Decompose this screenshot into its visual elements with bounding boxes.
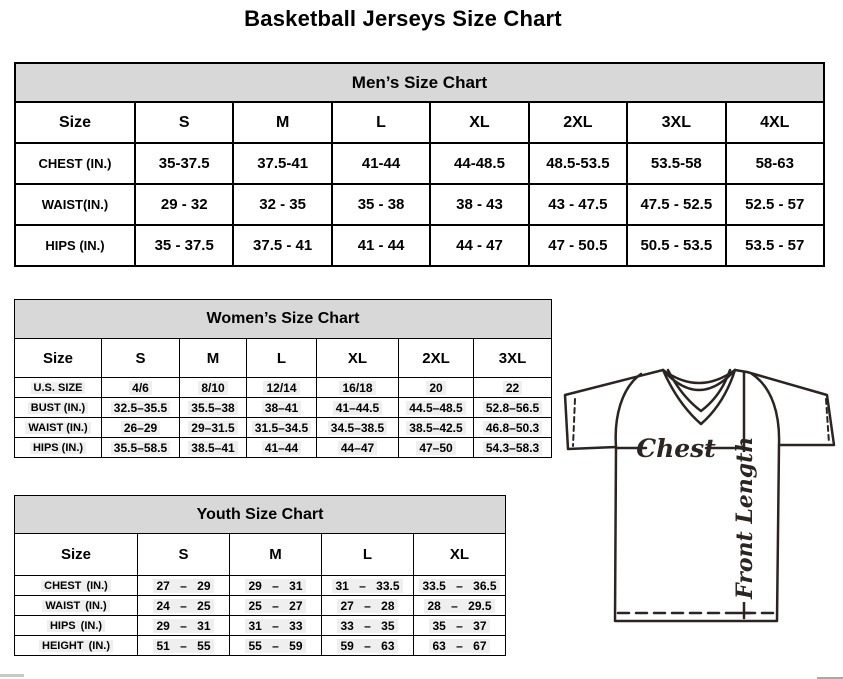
size-value-cell: 58-63 xyxy=(726,143,824,184)
table-row xyxy=(15,636,506,656)
womens-chart-title: Women’s Size Chart xyxy=(15,300,552,339)
table-row xyxy=(15,576,506,596)
scrollbar-fragment-left[interactable] xyxy=(0,674,24,677)
size-value-cell: 16/18 xyxy=(317,378,399,398)
size-value-cell: 38.5–41 xyxy=(180,438,247,458)
size-value-cell: 54.3–58.3 xyxy=(474,438,552,458)
col-header: S xyxy=(135,102,233,143)
row-label: BUST (IN.) xyxy=(15,398,102,418)
col-header: 2XL xyxy=(529,102,627,143)
size-value-cell: 63 – 67 xyxy=(414,636,506,656)
size-value-cell: 44–47 xyxy=(317,438,399,458)
size-value-cell: 31 – 33.5 xyxy=(322,576,414,596)
size-value-cell: 59 – 63 xyxy=(322,636,414,656)
size-value-cell: 50.5 - 53.5 xyxy=(627,225,725,266)
col-header: XL xyxy=(414,534,506,576)
youth-size-chart-table xyxy=(14,495,506,656)
size-value-cell: 35.5–58.5 xyxy=(102,438,180,458)
size-value-cell: 38–41 xyxy=(247,398,317,418)
col-header: 2XL xyxy=(399,339,474,378)
size-value-cell: 47.5 - 52.5 xyxy=(627,184,725,225)
size-value-cell: 28 – 29.5 xyxy=(414,596,506,616)
row-label: CHEST (IN.) xyxy=(15,143,135,184)
table-row xyxy=(15,596,506,616)
size-value-cell: 46.8–50.3 xyxy=(474,418,552,438)
col-header: Size xyxy=(15,339,102,378)
col-header: L xyxy=(332,102,430,143)
size-value-cell: 53.5 - 57 xyxy=(726,225,824,266)
col-header: L xyxy=(322,534,414,576)
col-header: M xyxy=(230,534,322,576)
size-value-cell: 41–44 xyxy=(247,438,317,458)
size-value-cell: 24 – 25 xyxy=(138,596,230,616)
size-value-cell: 27 – 29 xyxy=(138,576,230,596)
size-value-cell: 47–50 xyxy=(399,438,474,458)
table-row xyxy=(15,225,824,266)
left-cuff-dashed-line xyxy=(573,399,575,446)
front-length-label: Front Length xyxy=(732,436,758,599)
size-value-cell: 37.5-41 xyxy=(233,143,331,184)
size-value-cell: 41–44.5 xyxy=(317,398,399,418)
size-value-cell: 43 - 47.5 xyxy=(529,184,627,225)
size-value-cell: 35 - 37.5 xyxy=(135,225,233,266)
col-header: 3XL xyxy=(474,339,552,378)
mens-chart-title: Men’s Size Chart xyxy=(15,63,824,102)
table-row xyxy=(15,496,506,534)
size-value-cell: 35-37.5 xyxy=(135,143,233,184)
size-value-cell: 22 xyxy=(474,378,552,398)
size-value-cell: 4/6 xyxy=(102,378,180,398)
size-value-cell: 44-48.5 xyxy=(430,143,528,184)
size-value-cell: 44.5–48.5 xyxy=(399,398,474,418)
size-value-cell: 29 – 31 xyxy=(230,576,322,596)
size-value-cell: 34.5–38.5 xyxy=(317,418,399,438)
size-value-cell: 55 – 59 xyxy=(230,636,322,656)
size-value-cell: 32 - 35 xyxy=(233,184,331,225)
col-header: XL xyxy=(430,102,528,143)
size-value-cell: 53.5-58 xyxy=(627,143,725,184)
size-value-cell: 29–31.5 xyxy=(180,418,247,438)
size-value-cell: 29 – 31 xyxy=(138,616,230,636)
col-header: XL xyxy=(317,339,399,378)
jersey-diagram xyxy=(558,362,843,628)
table-row xyxy=(15,63,824,102)
size-value-cell: 38 - 43 xyxy=(430,184,528,225)
row-label: HIPS (IN.) xyxy=(15,225,135,266)
size-value-cell: 41 - 44 xyxy=(332,225,430,266)
row-label: HEIGHT (IN.) xyxy=(15,636,138,656)
col-header: M xyxy=(233,102,331,143)
col-header: 4XL xyxy=(726,102,824,143)
size-value-cell: 8/10 xyxy=(180,378,247,398)
row-label: WAIST(IN.) xyxy=(15,184,135,225)
row-label: WAIST (IN.) xyxy=(15,596,138,616)
right-sleeve-seam xyxy=(752,374,779,445)
size-value-cell: 25 – 27 xyxy=(230,596,322,616)
page-title: Basketball Jerseys Size Chart xyxy=(244,6,562,31)
size-value-cell: 31 – 33 xyxy=(230,616,322,636)
table-row xyxy=(15,438,552,458)
size-value-cell: 41-44 xyxy=(332,143,430,184)
row-label: WAIST (IN.) xyxy=(15,418,102,438)
table-row xyxy=(15,102,824,143)
col-header: S xyxy=(138,534,230,576)
size-value-cell: 48.5-53.5 xyxy=(529,143,627,184)
size-value-cell: 33 – 35 xyxy=(322,616,414,636)
size-value-cell: 52.5 - 57 xyxy=(726,184,824,225)
table-row xyxy=(15,184,824,225)
size-value-cell: 35 – 37 xyxy=(414,616,506,636)
size-value-cell: 31.5–34.5 xyxy=(247,418,317,438)
table-row xyxy=(15,616,506,636)
table-row xyxy=(15,534,506,576)
size-value-cell: 32.5–35.5 xyxy=(102,398,180,418)
row-label: HIPS (IN.) xyxy=(15,616,138,636)
table-row xyxy=(15,398,552,418)
size-value-cell: 37.5 - 41 xyxy=(233,225,331,266)
size-value-cell: 35 - 38 xyxy=(332,184,430,225)
size-value-cell: 26–29 xyxy=(102,418,180,438)
womens-size-chart-table xyxy=(14,299,552,458)
chest-label: Chest xyxy=(636,434,716,463)
table-row xyxy=(15,378,552,398)
size-value-cell: 52.8–56.5 xyxy=(474,398,552,418)
table-row xyxy=(15,339,552,378)
jersey-outline-shape xyxy=(565,370,834,621)
mens-size-chart-table xyxy=(14,62,825,267)
col-header: 3XL xyxy=(627,102,725,143)
row-label: HIPS (IN.) xyxy=(15,438,102,458)
size-value-cell: 20 xyxy=(399,378,474,398)
size-value-cell: 12/14 xyxy=(247,378,317,398)
size-value-cell: 33.5 – 36.5 xyxy=(414,576,506,596)
size-value-cell: 27 – 28 xyxy=(322,596,414,616)
col-header: M xyxy=(180,339,247,378)
row-label: U.S. SIZE xyxy=(15,378,102,398)
size-value-cell: 29 - 32 xyxy=(135,184,233,225)
size-value-cell: 35.5–38 xyxy=(180,398,247,418)
size-value-cell: 38.5–42.5 xyxy=(399,418,474,438)
table-row xyxy=(15,143,824,184)
table-row xyxy=(15,300,552,339)
col-header: L xyxy=(247,339,317,378)
size-value-cell: 51 – 55 xyxy=(138,636,230,656)
table-row xyxy=(15,418,552,438)
col-header: S xyxy=(102,339,180,378)
row-label: CHEST (IN.) xyxy=(15,576,138,596)
size-value-cell: 47 - 50.5 xyxy=(529,225,627,266)
col-header: Size xyxy=(15,102,135,143)
youth-chart-title: Youth Size Chart xyxy=(15,496,506,534)
size-value-cell: 44 - 47 xyxy=(430,225,528,266)
col-header: Size xyxy=(15,534,138,576)
